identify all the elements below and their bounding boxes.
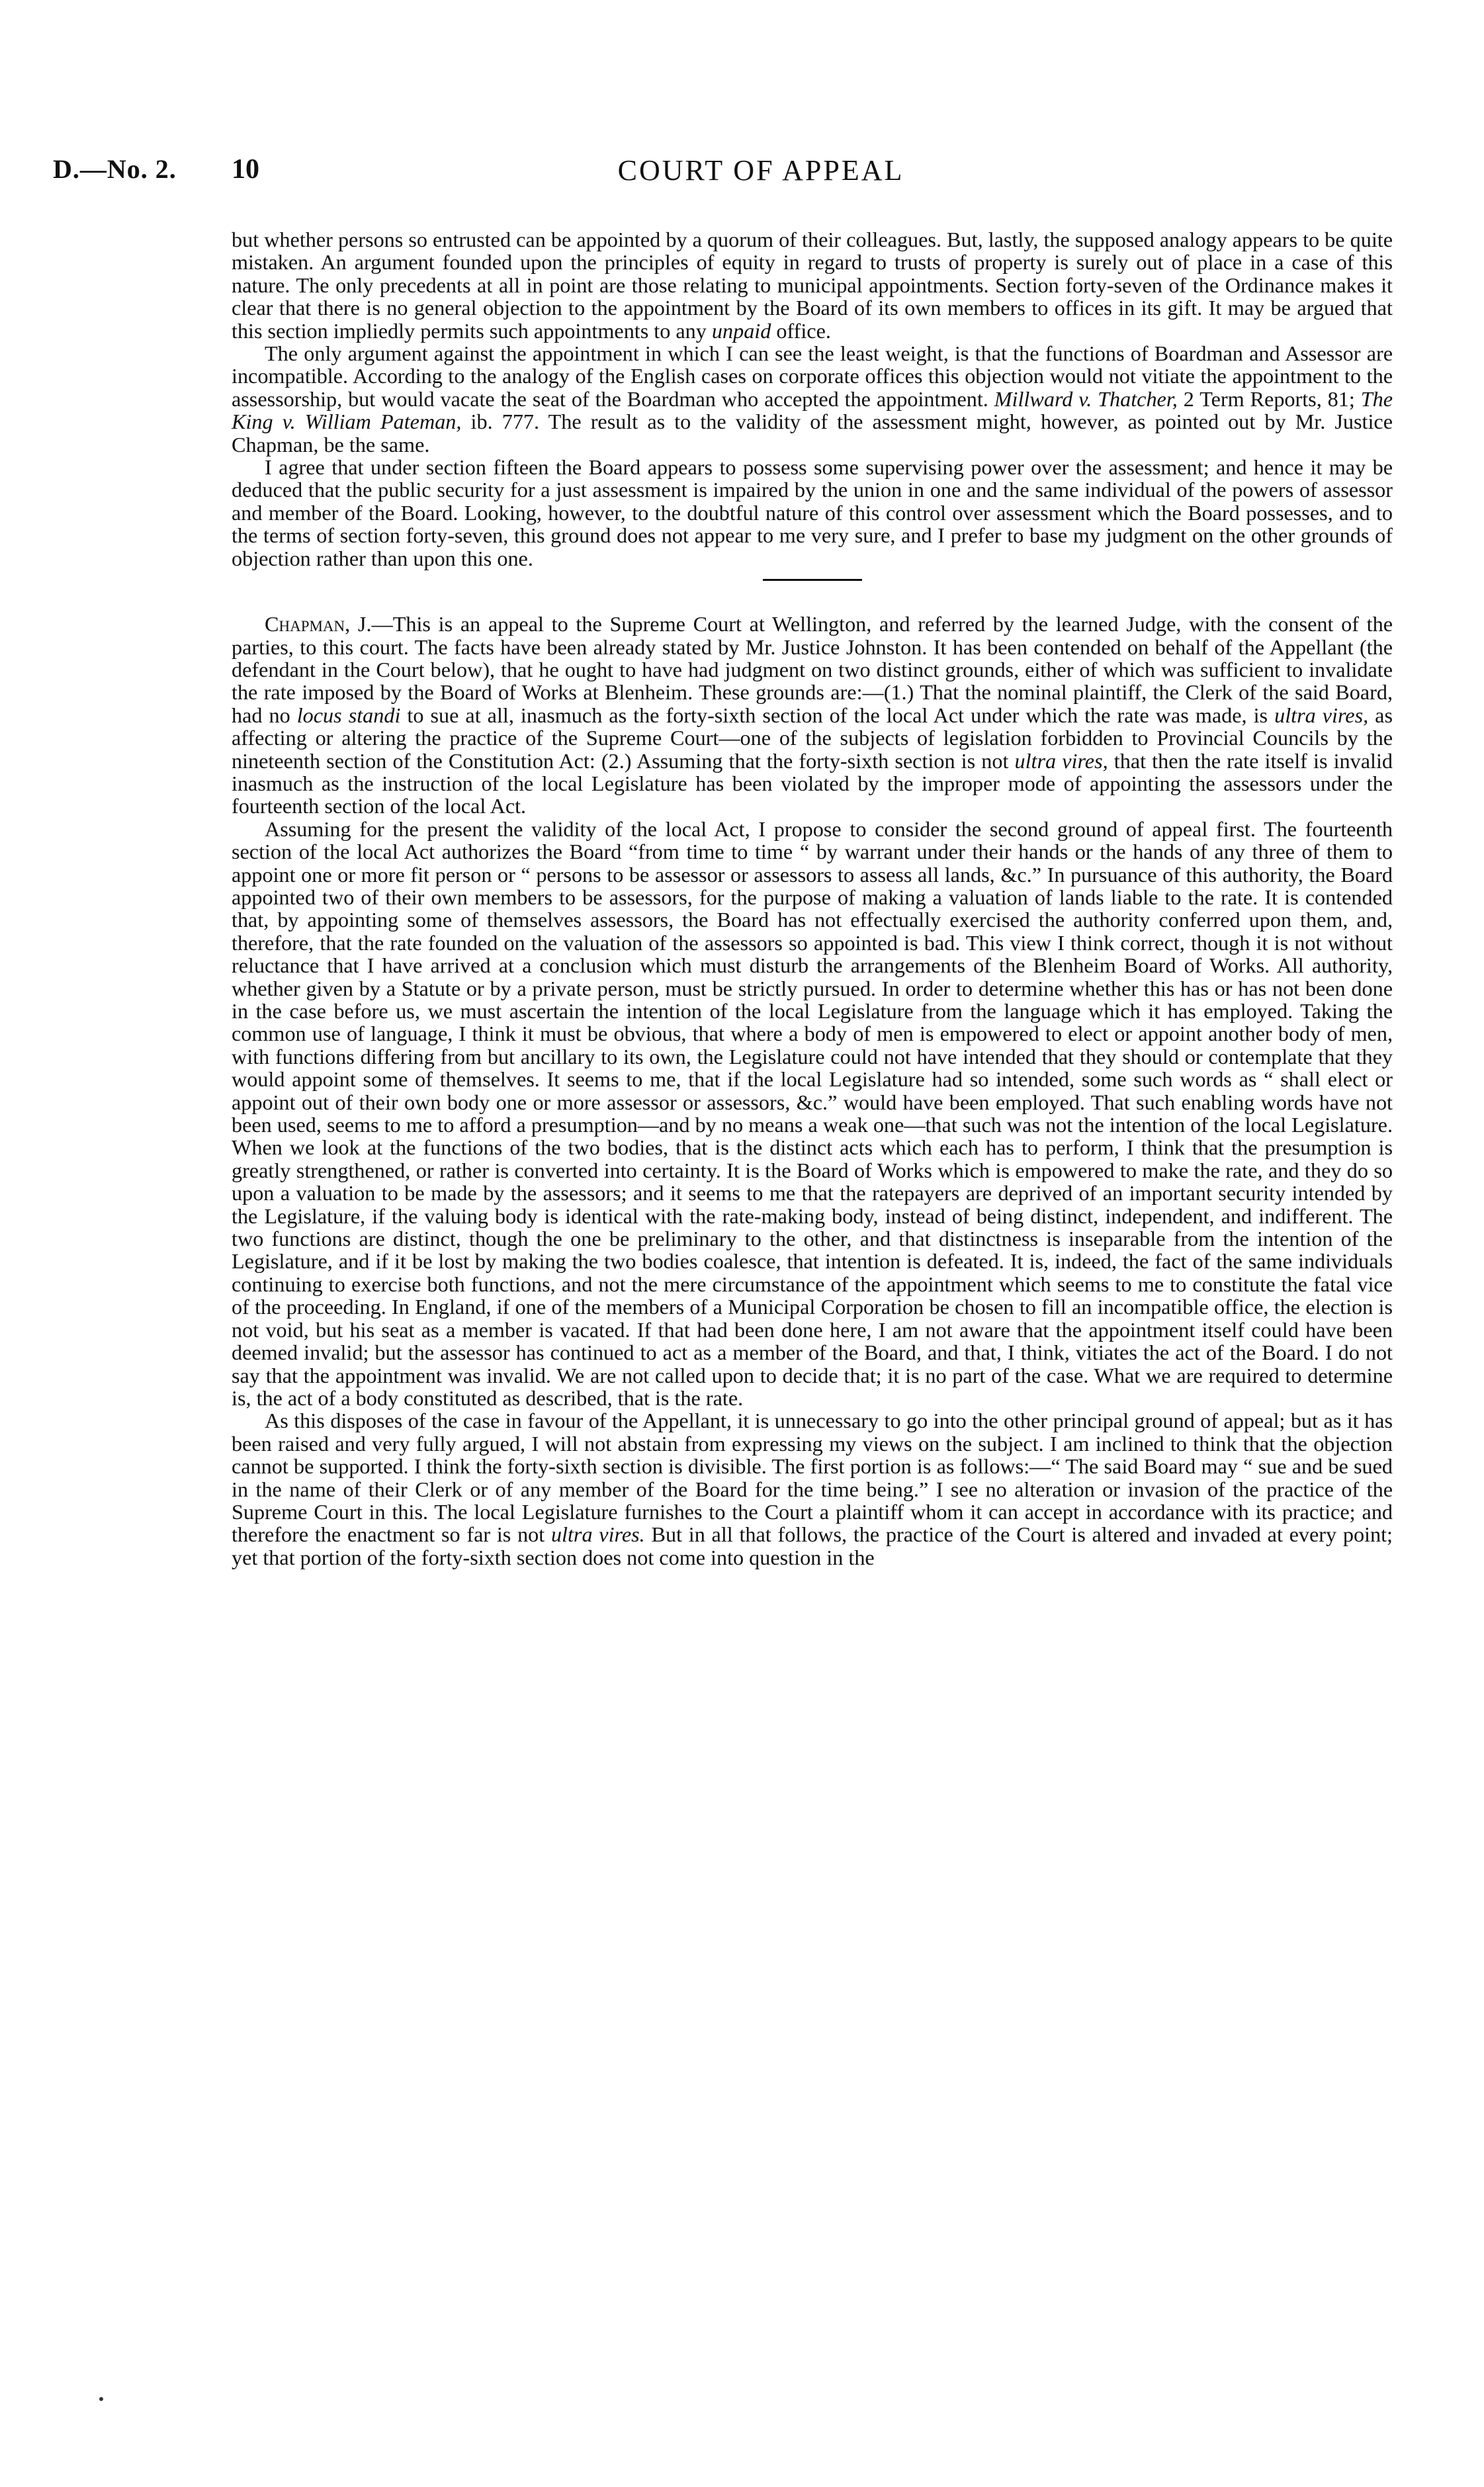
section-divider bbox=[763, 579, 862, 581]
spacer bbox=[232, 598, 1393, 613]
page-number: 10 bbox=[232, 154, 259, 185]
paragraph: but whether persons so entrusted can be appointed by a quorum of their colleagues. But, lastly, the supposed analogy appears to be quite mistaken. An argument founded upon the principles of equity in regard to trusts of property is surely out of place in a case of this nature. The only precedents at all in point are those relating to municipal appointments. Section forty-seven of the Ordinance makes it clear that there is no general objection to the appointment by the Board of its own members to offices in its gift. It may be argued that this section impliedly permits such appointments to any unpaid office. bbox=[232, 228, 1393, 343]
judge-name: Chapman, J. bbox=[265, 612, 372, 636]
document-body bbox=[232, 228, 1393, 1569]
running-title: COURT OF APPEAL bbox=[617, 154, 904, 187]
paragraph: Chapman, J.—This is an appeal to the Supreme Court at Wellington, and referred by the learned Judge, with the consent of the parties, to this court. The facts have been already stated by Mr. Justice Johnston. It has been contended on behalf of the Appellant (the defendant in the Court below), that he ought to have had judgment on two distinct grounds, either of which was sufficient to invalidate the rate imposed by the Board of Works at Blenheim. These grounds are:—(1.) That the nominal plaintiff, the Clerk of the said Board, had no locus standi to sue at all, inasmuch as the forty-sixth section of the local Act under which the rate was made, is ultra vires, as affecting or altering the practice of the Supreme Court—one of the subjects of legislation forbidden to Provincial Councils by the nineteenth section of the Constitution Act: (2.) Assuming that the forty-sixth section is not ultra vires, that then the rate itself is invalid inasmuch as the instruction of the local Legislature has been violated by the improper mode of appointing the assessors under the fourteenth section of the local Act. bbox=[232, 612, 1393, 818]
paragraph: I agree that under section fifteen the Board appears to possess some supervising power over the assessment; and hence it may be deduced that the public security for a just assessment is impaired by the union in one and the same individual of the powers of assessor and member of the Board. Looking, however, to the doubtful nature of this control over assessment which the Board possesses, and to the terms of section forty-seven, this ground does not appear to me very sure, and I prefer to base my judgment on the other grounds of objection rather than upon this one. bbox=[232, 455, 1393, 570]
margin-mark bbox=[99, 2397, 103, 2401]
paragraph: As this disposes of the case in favour of the Appellant, it is unnecessary to go into the other principal ground of appeal; but as it has been raised and very fully argued, I will not abstain from expressing my views on the subject. I am inclined to think that the objection cannot be supported. I think the forty-sixth section is divisible. The first portion is as follows:—“ The said Board may “ sue and be sued in the name of their Clerk or of any member of the Board for the time being.” I see no alteration or invasion of the practice of the Supreme Court in this. The local Legislature furnishes to the Court a plaintiff whom it can accept in accordance with its practice; and therefore the enactment so far is not ultra vires. But in all that follows, the practice of the Court is altered and invaded at every point; yet that portion of the forty-sixth section does not come into question in the bbox=[232, 1409, 1393, 1569]
page-header bbox=[53, 153, 1429, 193]
paragraph: Assuming for the present the validity of the local Act, I propose to consider the second ground of appeal first. The fourteenth section of the local Act authorizes the Board “from time to time “ by warrant under their hands or the hands of any three of them to appoint one or more fit person or “ persons to be assessor or assessors to assess all lands, &c.” In pursuance of this authority, the Board appointed two of their own members to be assessors, for the purpose of making a valuation of lands liable to the rate. It is contended that, by appointing some of themselves assessors, the Board has not effectually exercised the authority conferred upon them, and, therefore, that the rate founded on the valuation of the assessors so appointed is bad. This view I think correct, though it is not without reluctance that I have arrived at a conclusion which must disturb the arrangements of the Blenheim Board of Works. All authority, whether given by a Statute or by a private person, must be strictly pursued. In order to determine whether this has or has not been done in the case before us, we must ascertain the intention of the local Legislature from the language which it has employed. Taking the common use of language, I think it must be obvious, that where a body of men is empowered to elect or appoint another body of men, with functions differing from but ancillary to its own, the Legislature could not have intended that they should or contemplate that they would appoint some of themselves. It seems to me, that if the local Legislature had so intended, some such words as “ shall elect or appoint out of their own body one or more assessor or assessors, &c.” would have been employed. That such enabling words have not been used, seems to me to afford a presumption—and by no means a weak one—that such was not the intention of the local Legislature. When we look at the functions of the two bodies, that is the distinct acts which each has to perform, I think that the presumption is greatly strengthened, or rather is converted into certainty. It is the Board of Works which is empowered to make the rate, and they do so upon a valuation to be made by the assessors; and it seems to me that the ratepayers are deprived of an important security intended by the Legislature, if the valuing body is identical with the rate-making body, instead of being distinct, independent, and indifferent. The two functions are distinct, though the one be preliminary to the other, and that distinctness is inseparable from the intention of the Legislature, and if it be lost by making the two bodies coalesce, that intention is defeated. It is, indeed, the fact of the same individuals continuing to exercise both functions, and not the mere circumstance of the appointment which seems to me to constitute the fatal vice of the proceeding. In England, if one of the members of a Municipal Corporation be chosen to fill an incompatible office, the election is not void, but his seat as a member is vacated. If that had been done here, I am not aware that the appointment itself could have been deemed invalid; but the assessor has continued to act as a member of the Board, and that, I think, vitiates the act of the Board. I do not say that the appointment was invalid. We are not called upon to decide that; it is no part of the case. What we are required to determine is, the act of a body constituted as described, that is the rate. bbox=[232, 816, 1393, 1410]
paragraph: The only argument against the appointment in which I can see the least weight, is that the functions of Boardman and Assessor are incompatible. According to the analogy of the English cases on corporate offices this objection would not vitiate the appointment to the assessorship, but would vacate the seat of the Boardman who accepted the appointment. Millward v. Thatcher, 2 Term Reports, 81; The King v. William Pateman, ib. 777. The result as to the validity of the assessment might, however, as pointed out by Mr. Justice Chapman, be the same. bbox=[232, 341, 1393, 457]
document-reference: D.—No. 2. bbox=[53, 154, 177, 184]
